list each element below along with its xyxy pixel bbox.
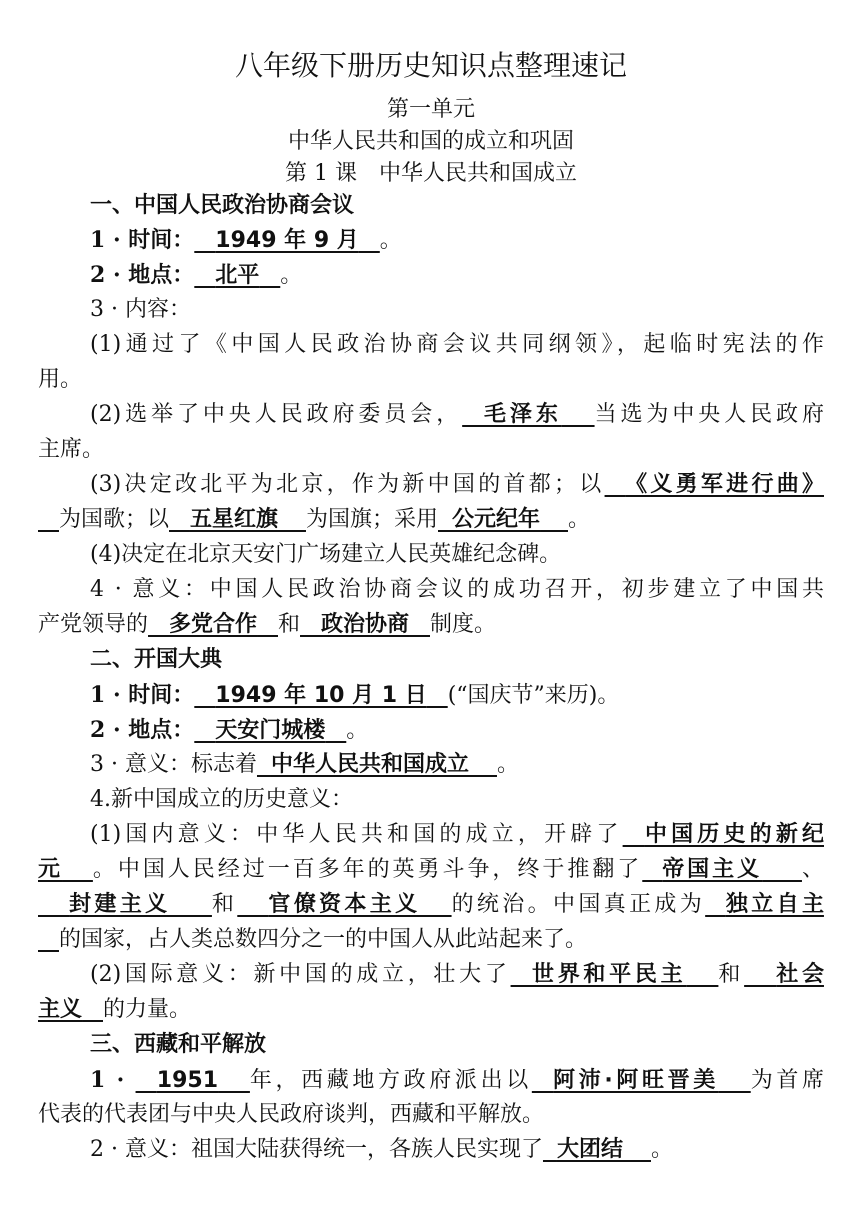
s2-dom-answer5: 独立自主 [725, 892, 824, 917]
s2-dom-line2 [38, 852, 824, 888]
s3-p1-prefix: 1 · [90, 1067, 136, 1093]
s1-sig-prefix2: 产党领导的 [38, 612, 149, 637]
s1-sig-line1: 4 · 意义：中国人民政治协商会议的成功召开，初步建立了中国共 [90, 577, 824, 602]
s2-time-line [38, 677, 824, 714]
s2-place-line [38, 712, 824, 749]
s2-dom-answer1b: 元 [38, 857, 63, 882]
s1-time-answer: 1949 年 9 月 [215, 228, 359, 253]
s2-intl-mid: 和 [718, 962, 745, 987]
s2-time-answer: 1949 年 10 月 1 日 [215, 683, 427, 708]
lesson-title: 第 1 课 中华人民共和国成立 [285, 161, 577, 186]
s1-c2-prefix: (2)选举了中央人民政府委员会， [90, 402, 463, 427]
s1-c3-prefix: (3)决定改北平为北京，作为新中国的首都；以 [90, 472, 605, 497]
s2-dom-prefix: (1)国内意义：中华人民共和国的成立，开辟了 [90, 822, 623, 847]
s2-sig-prefix: 3 · 意义：标志着 [90, 752, 257, 777]
s2-intl-line1 [38, 957, 824, 993]
s3-p2-line [38, 1132, 824, 1168]
s2-dom-answer4: 官僚资本主义 [268, 892, 421, 917]
section-heading-2: 二、开国大典 [90, 647, 223, 672]
s2-dom-end: 的国家，占人类总数四分之一的中国人从此站起来了。 [58, 927, 587, 952]
s1-time-prefix: 1 · 时间： [90, 227, 195, 253]
s1-c3-mid1: 为国歌；以 [58, 507, 169, 532]
s1-c3-answer2: 五星红旗 [189, 507, 278, 532]
s3-p1-mid: 年，西藏地方政府派出以 [249, 1068, 532, 1093]
s2-dom-answer1a: 中国历史的新纪 [644, 822, 824, 847]
s1-c3-answer3: 公元纪年 [452, 507, 541, 532]
s2-time-prefix: 1 · 时间： [90, 682, 195, 708]
s1-c4: (4)决定在北京天安门广场建立人民英雄纪念碑。 [90, 542, 562, 567]
s1-c2-suffix: 当选为中央人民政府 [594, 402, 824, 427]
s1-sig-line2 [38, 607, 824, 643]
s2-dom-mid2: 和 [211, 892, 238, 917]
unit-label: 第一单元 [386, 97, 475, 122]
s3-p2-prefix: 2 · 意义：祖国大陆获得统一，各族人民实现了 [90, 1137, 543, 1162]
period: 。 [496, 752, 519, 777]
s3-p1-line1 [38, 1062, 824, 1099]
s2-intl-line2 [38, 992, 824, 1028]
s1-c1-line1: (1)通过了《中国人民政治协商会议共同纲领》，起临时宪法的作 [90, 332, 824, 357]
s1-c3-answer1: 《义勇军进行曲》 [625, 472, 824, 497]
s2-dom-answer3: 封建主义 [69, 892, 171, 917]
period: 。 [650, 1137, 673, 1162]
s3-p1-answer2: 阿沛·阿旺晋美 [553, 1068, 719, 1093]
document-title: 八年级下册历史知识点整理速记 [234, 49, 627, 82]
s1-place-answer: 北平 [215, 263, 260, 288]
s1-c3-line1 [38, 467, 824, 503]
s2-sig-answer: 中华人民共和国成立 [270, 752, 469, 777]
s1-sig-answer2: 政治协商 [321, 612, 410, 637]
s1-time-line [38, 222, 824, 259]
s1-sig-answer1: 多党合作 [169, 612, 258, 637]
s2-time-note: (“国庆节”来历)。 [447, 683, 620, 708]
s3-p1-answer1: 1951 [156, 1068, 219, 1093]
period: 。 [379, 228, 402, 253]
s2-dom-mid3: 的统治。中国真正成为 [451, 892, 706, 917]
s2-dom-answer2: 帝国主义 [662, 857, 763, 882]
s2-dom-mid1: 。中国人民经过一百多年的英勇斗争，终于推翻了 [92, 857, 643, 882]
s2-hist-label: 4.新中国成立的历史意义： [90, 787, 353, 812]
period: 。 [568, 507, 591, 532]
section-heading-3: 三、西藏和平解放 [90, 1032, 267, 1057]
s1-c2-line1 [38, 397, 824, 433]
s1-place-prefix: 2 · 地点： [90, 262, 195, 288]
period: 。 [346, 718, 369, 743]
s1-c1-line2: 用。 [38, 367, 83, 392]
s1-c2-line2: 主席。 [38, 437, 105, 462]
s1-sig-end: 制度。 [430, 612, 497, 637]
s1-place-line [38, 257, 824, 294]
s3-p1-suffix: 为首席 [750, 1068, 824, 1093]
s2-dom-line1 [38, 817, 824, 853]
s2-intl-end: 的力量。 [103, 997, 192, 1022]
section-heading-1: 一、中国人民政治协商会议 [90, 193, 355, 218]
s2-place-answer: 天安门城楼 [215, 718, 326, 743]
s2-intl-prefix: (2)国际意义：新中国的成立，壮大了 [90, 962, 511, 987]
s2-intl-answer2a: 社会 [776, 962, 824, 987]
s1-c3-line2 [38, 502, 824, 538]
period: 。 [280, 263, 303, 288]
s2-dom-sep: 、 [801, 857, 824, 882]
s3-p2-answer: 大团结 [556, 1137, 623, 1162]
s3-p1-line2: 代表的代表团与中央人民政府谈判，西藏和平解放。 [38, 1102, 545, 1127]
s2-intl-answer1: 世界和平民主 [532, 962, 687, 987]
s2-dom-line3 [38, 887, 824, 923]
s2-sig-line [38, 747, 824, 783]
s1-c2-answer: 毛泽东 [484, 402, 562, 427]
s2-place-prefix: 2 · 地点： [90, 717, 195, 743]
s2-dom-line4 [38, 922, 824, 958]
unit-title: 中华人民共和国的成立和巩固 [287, 129, 574, 154]
s1-c3-mid2: 为国旗；采用 [305, 507, 438, 532]
s1-content-label: 3 · 内容： [90, 297, 191, 322]
s1-sig-mid: 和 [278, 612, 301, 637]
s2-intl-answer2b: 主义 [38, 997, 83, 1022]
